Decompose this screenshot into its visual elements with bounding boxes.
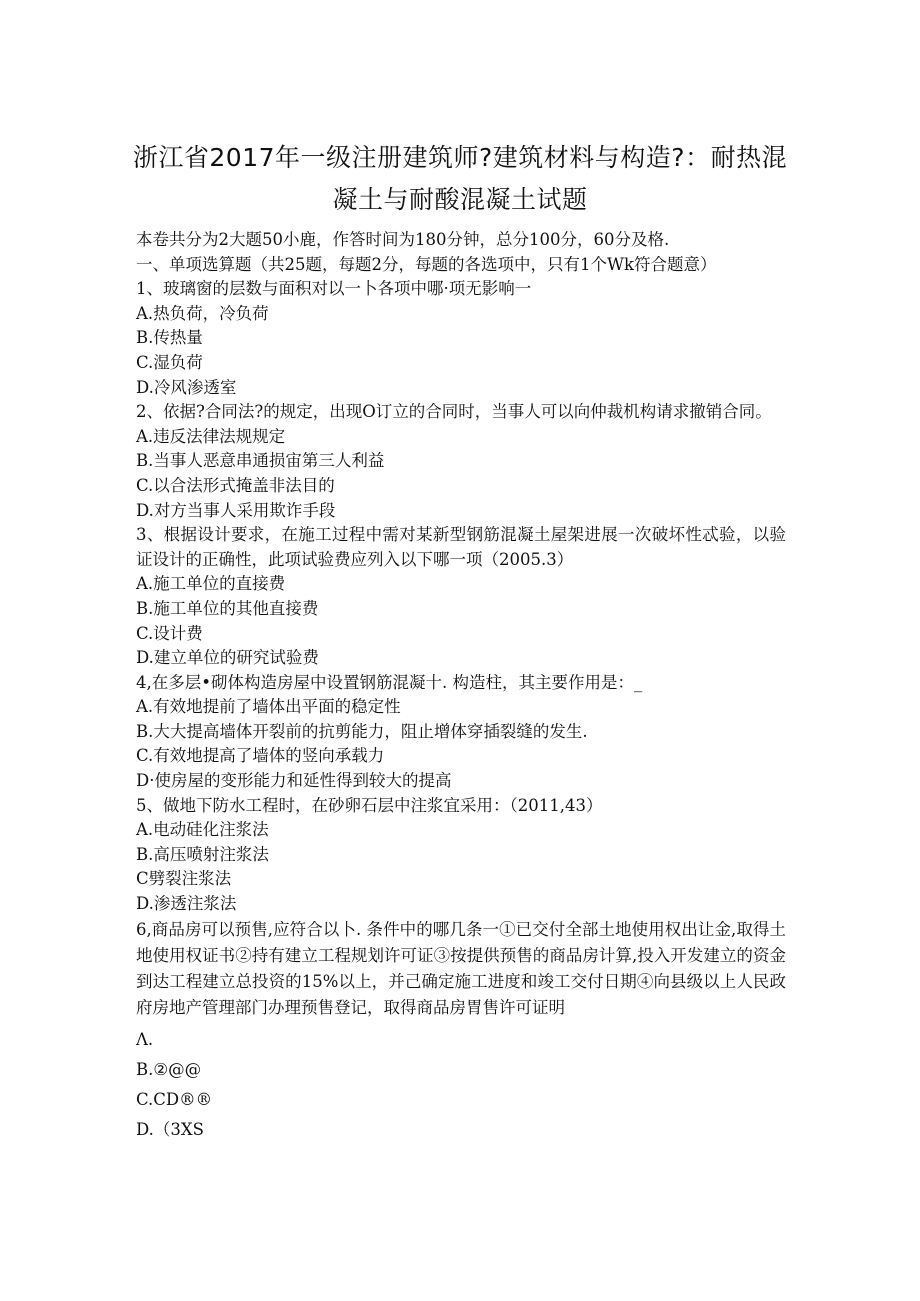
question-2 — [136, 400, 786, 523]
option-a: Λ. — [136, 1029, 154, 1049]
option-c: C.CD®® — [136, 1089, 213, 1109]
question-1 — [136, 277, 786, 400]
question-stem: 4,在多层•砌体构造房屋中设置钢筋混凝十. 构造柱，其主要作用是：_ — [136, 672, 643, 692]
option-d: D.建立单位的研究试验费 — [136, 648, 319, 668]
section-heading: 一、单项选算题（共25题，每题2分，每题的各选项中，只有1个Wk符合题意） — [136, 254, 717, 274]
document-title-line-1: 浙江省2017年一级注册建筑师?建筑材料与构造?：耐热混 — [132, 143, 788, 172]
option-d: D.（3XS — [136, 1119, 204, 1139]
option-b: B.施工单位的其他直接费 — [136, 598, 319, 618]
question-5 — [136, 794, 786, 917]
option-c: C.以合法形式掩盖非法目的 — [136, 475, 335, 495]
option-c: C.设计费 — [136, 623, 203, 643]
option-a: A.电动硅化注浆法 — [136, 820, 269, 840]
option-d: D.冷风渗透室 — [136, 377, 237, 397]
option-a: A.违反法律法规规定 — [136, 426, 286, 446]
option-b: B.高压喷射注浆法 — [136, 844, 269, 864]
option-a: A.施工单位的直接费 — [136, 574, 286, 594]
question-6 — [136, 917, 786, 1145]
option-b: B.②@@ — [136, 1059, 202, 1079]
option-b: B.当事人恶意串通损宙第三人利益 — [136, 451, 385, 471]
question-stem: 2、依据?合同法?的规定，出现O订立的合同时，当事人可以向仲裁机构请求撤销合同。 — [136, 402, 772, 422]
option-a: A.热负荷，冷负荷 — [136, 303, 269, 323]
option-b: B.大大提高墙体开裂前的抗剪能力，阻止增体穿插裂缝的发生. — [136, 721, 588, 741]
document-body — [136, 228, 786, 1145]
option-d: D.渗透注浆法 — [136, 894, 237, 914]
question-stem: 1、玻璃窗的层数与面积对以一卜各项中哪·项无影响一 — [136, 279, 532, 299]
option-b: B.传热量 — [136, 328, 203, 348]
exam-intro: 本卷共分为2大题50小鹿，作答时间为180分钟，总分100分，60分及格. — [136, 230, 670, 249]
question-4 — [136, 671, 786, 794]
option-d: D.对方当事人采用欺诈手段 — [136, 500, 336, 520]
option-c: C.有效地提高了墙体的竖向承载力 — [136, 746, 385, 766]
question-stem: 6,商品房可以预售,应符合以卜. 条件中的哪几条一①已交付全部土地使用权出让金,取得土地使用权证书②持有建立工程规划许可证③按提供预售的商品房计算,投入开发建立的资金到达工程建立总投资的15%以上，并己确定施工进度和竣工交付日期④向县级以上人民政府房地产管理部门办理预售登记，取得商品房胃售许可证明 — [136, 919, 786, 1017]
option-c: C劈裂注浆法 — [136, 869, 232, 889]
option-d: D·使房屋的变形能力和延性得到较大的提高 — [136, 771, 452, 791]
option-a: A.有效地提前了墙体出平面的稳定性 — [136, 697, 401, 717]
question-stem: 5、做地下防水工程时，在砂卵石层中注浆宜采用：（2011,43） — [136, 795, 603, 815]
document-title-line-2: 凝土与耐酸混凝土试题 — [332, 185, 588, 214]
question-stem: 3、根据设计要求，在施工过程中需对某新型钢筋混凝土屋架进展一次破坏性忒验，以验证设计的正确性，此项试验费应列入以下哪一项（2005.3） — [136, 525, 786, 569]
option-c: C.湿负荷 — [136, 352, 203, 372]
question-3 — [136, 523, 786, 671]
